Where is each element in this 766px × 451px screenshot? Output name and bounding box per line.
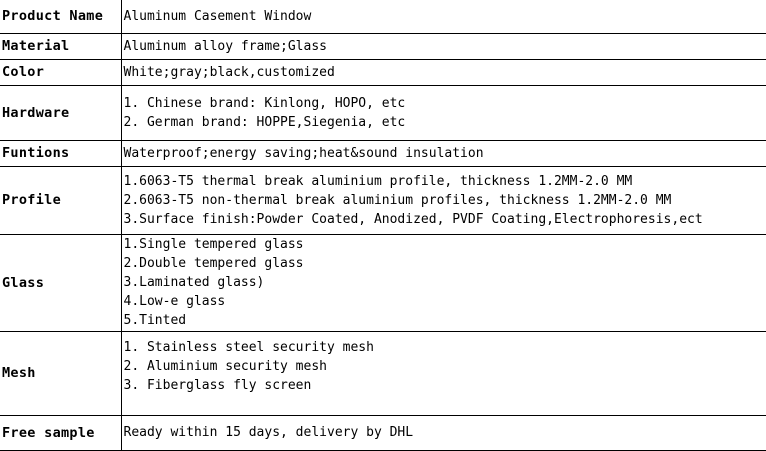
row-value-hardware (121, 85, 766, 140)
value-line: 5.Tinted (124, 311, 766, 330)
table-row (0, 415, 766, 450)
value-line: 3.Laminated glass) (124, 273, 766, 292)
table-row (0, 0, 766, 33)
value-line: 1.Single tempered glass (124, 235, 766, 254)
table-row (0, 85, 766, 140)
row-value-mesh (121, 331, 766, 415)
value-line: 4.Low-e glass (124, 292, 766, 311)
table-row (0, 140, 766, 166)
row-label-product-name: Product Name (0, 0, 121, 33)
value-line: Aluminum Casement Window (124, 7, 766, 26)
value-line: 1.6063-T5 thermal break aluminium profile, thickness 1.2MM-2.0 MM (124, 172, 766, 191)
row-label-hardware: Hardware (0, 85, 121, 140)
value-line: Waterproof;energy saving;heat&sound insulation (124, 144, 766, 163)
value-line: 2.6063-T5 non-thermal break aluminium profiles, thickness 1.2MM-2.0 MM (124, 191, 766, 210)
value-line: 2. German brand: HOPPE,Siegenia, etc (124, 113, 766, 132)
table-row (0, 166, 766, 234)
row-label-material: Material (0, 33, 121, 59)
value-line: 2. Aluminium security mesh (124, 357, 766, 376)
table-row (0, 331, 766, 415)
row-value-profile (121, 166, 766, 234)
row-value-functions (121, 140, 766, 166)
value-line: 3.Surface finish:Powder Coated, Anodized, PVDF Coating,Electrophoresis,ect (124, 210, 766, 229)
value-line: 1. Chinese brand: Kinlong, HOPO, etc (124, 94, 766, 113)
row-label-functions: Funtions (0, 140, 121, 166)
row-label-profile: Profile (0, 166, 121, 234)
row-value-material (121, 33, 766, 59)
row-value-product-name (121, 0, 766, 33)
table-row (0, 59, 766, 85)
table-row (0, 234, 766, 331)
row-value-free-sample (121, 415, 766, 450)
row-label-color: Color (0, 59, 121, 85)
value-line: Ready within 15 days, delivery by DHL (124, 423, 766, 442)
value-line: 2.Double tempered glass (124, 254, 766, 273)
row-value-color (121, 59, 766, 85)
value-line: 1. Stainless steel security mesh (124, 338, 766, 357)
value-line: Aluminum alloy frame;Glass (124, 37, 766, 56)
row-label-mesh: Mesh (0, 331, 121, 415)
row-value-glass (121, 234, 766, 331)
value-line: 3. Fiberglass fly screen (124, 376, 766, 395)
row-label-glass: Glass (0, 234, 121, 331)
row-label-free-sample: Free sample (0, 415, 121, 450)
table-row (0, 33, 766, 59)
value-line: White;gray;black,customized (124, 63, 766, 82)
